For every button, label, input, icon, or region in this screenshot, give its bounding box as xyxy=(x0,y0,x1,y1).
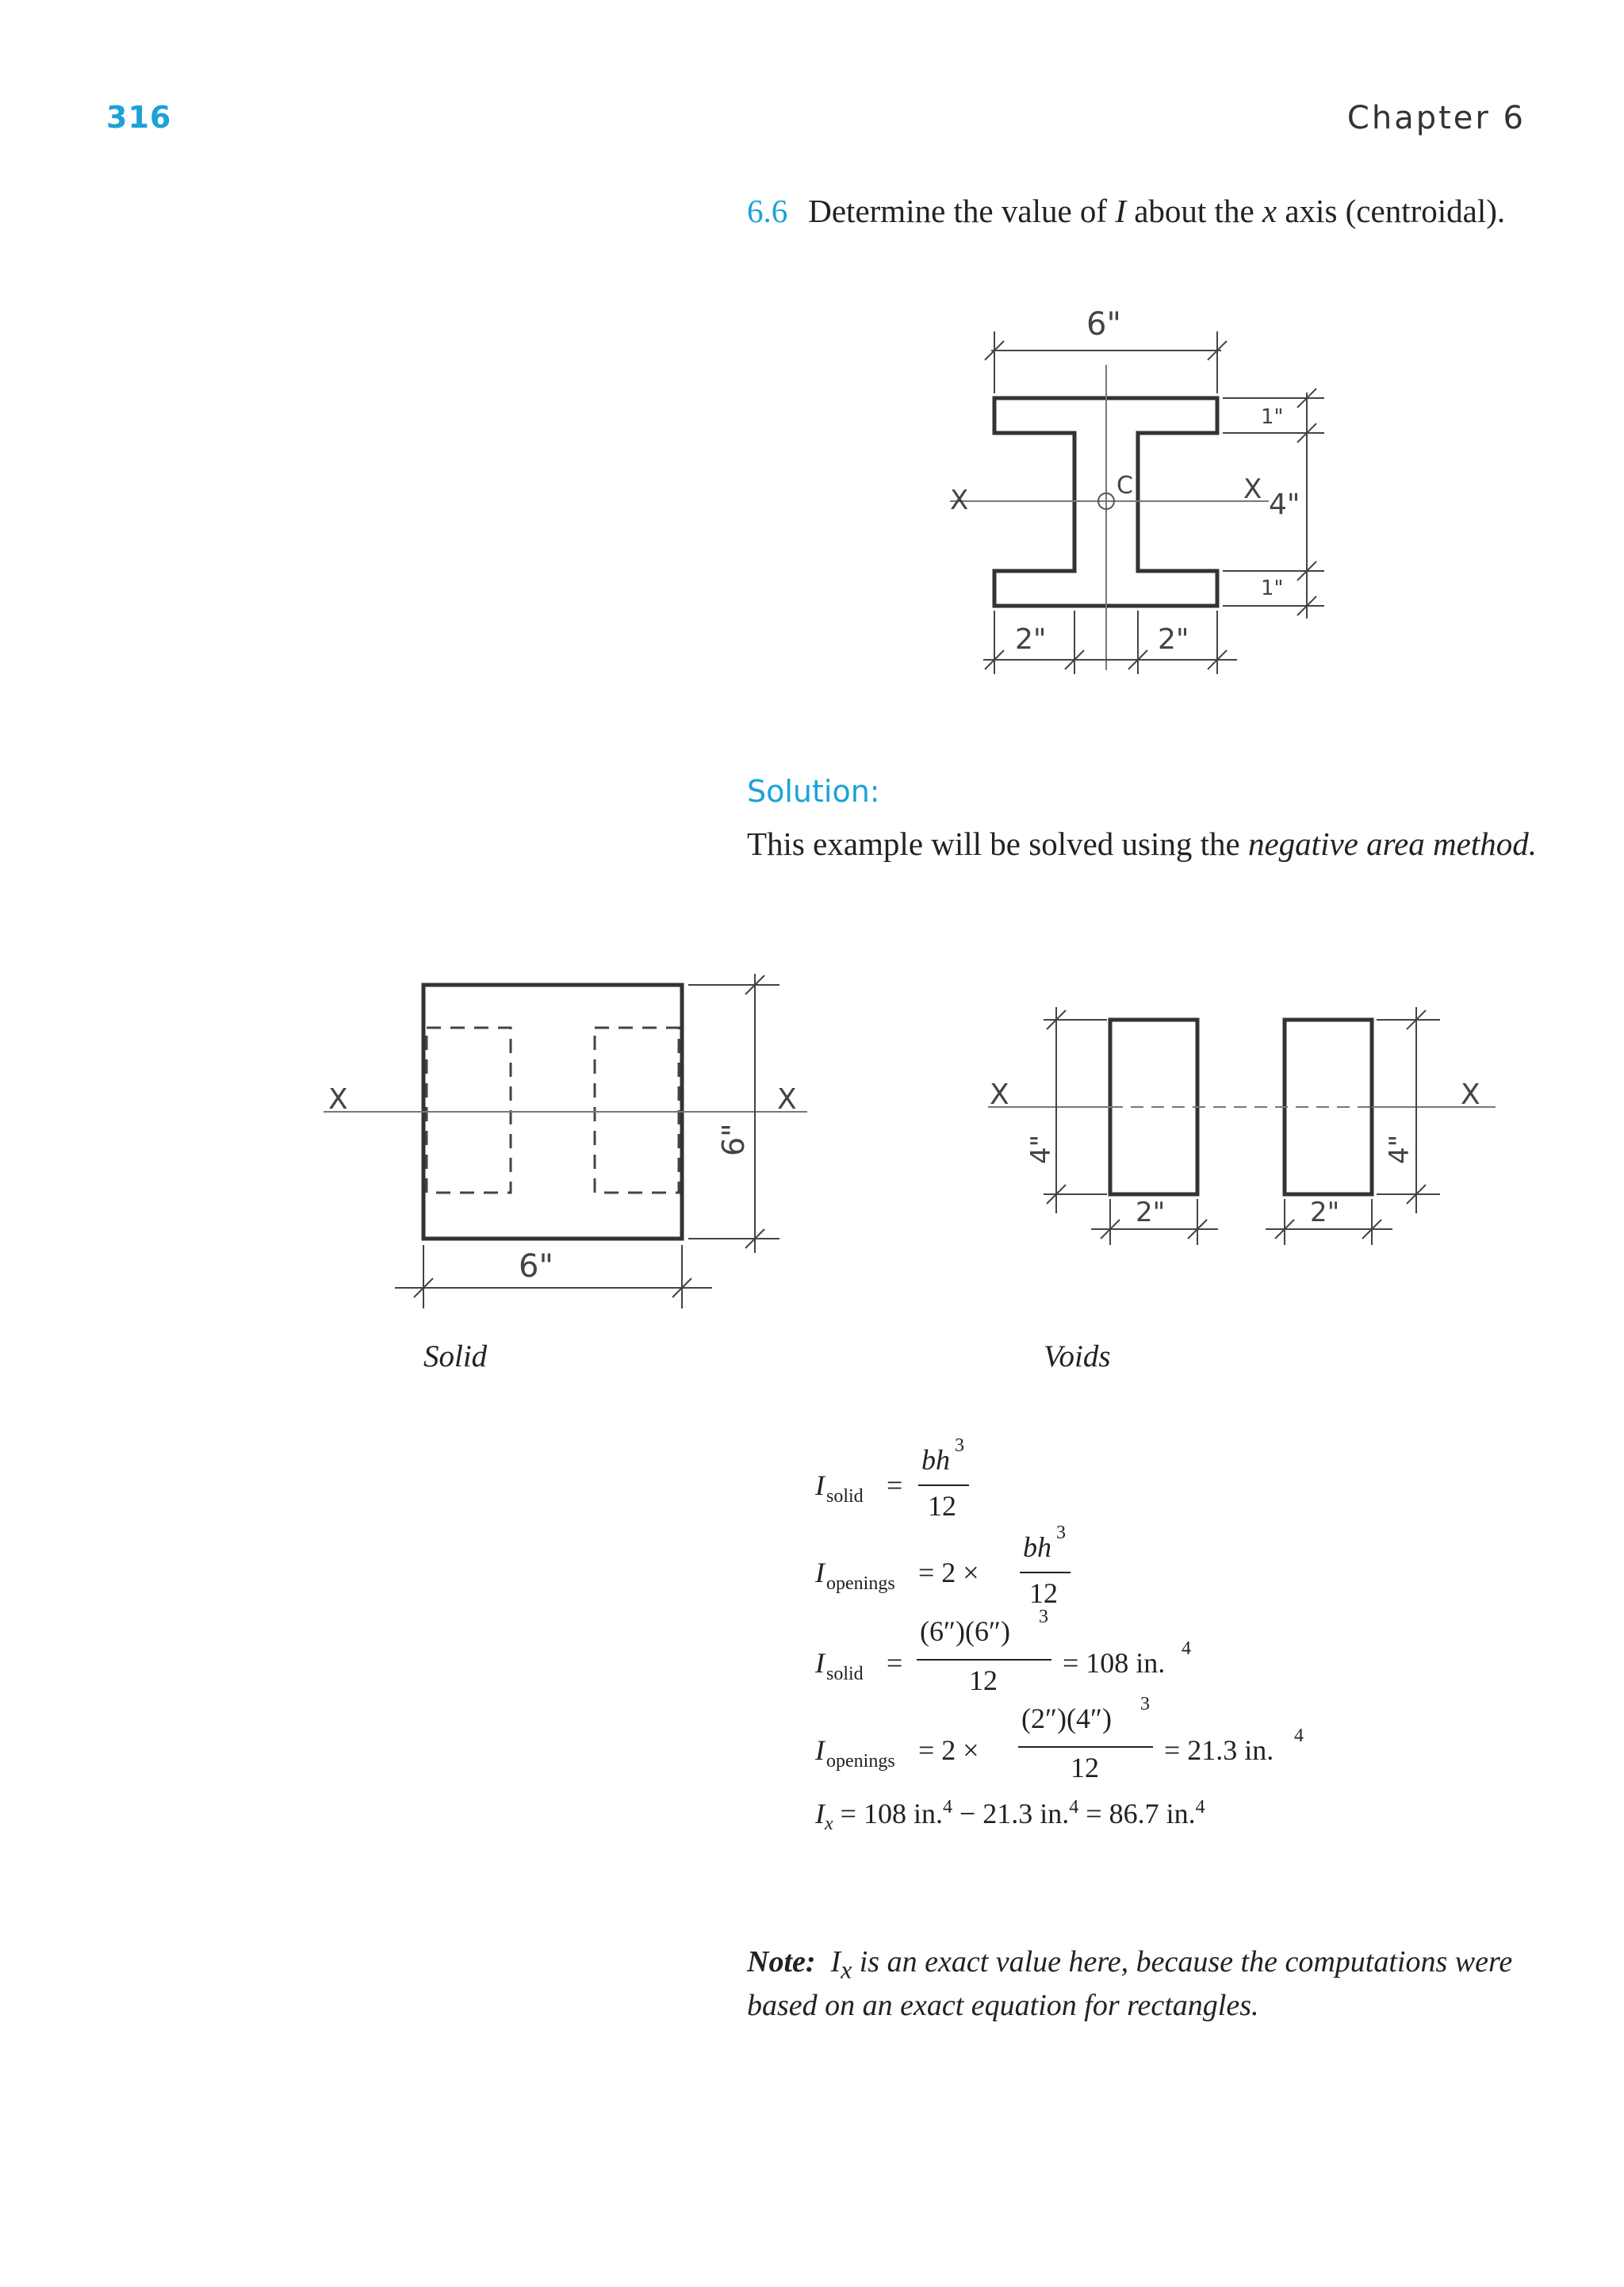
solid-height-dimension-label: 6" xyxy=(716,1123,751,1156)
problem-number: 6.6 xyxy=(747,193,788,229)
voids-figure xyxy=(980,991,1503,1277)
solution-heading: Solution: xyxy=(747,774,880,809)
left-void-height-dimension-label: 4" xyxy=(1025,1134,1057,1164)
solution-method: negative area method. xyxy=(1247,826,1537,862)
eq4-denominator: 12 xyxy=(1071,1752,1099,1783)
eq3-lhs: I xyxy=(815,1647,825,1679)
eq1-numerator: bh xyxy=(921,1444,950,1476)
flange-top-dimension-label: 1" xyxy=(1261,405,1284,429)
voids-caption: Voids xyxy=(1044,1339,1111,1373)
voids-x-axis-right-label: X xyxy=(1461,1078,1480,1111)
right-notch-dimension-label: 2" xyxy=(1158,623,1189,656)
eq2-numerator-exponent: 3 xyxy=(1056,1523,1066,1543)
equation-5 xyxy=(815,1797,1205,1835)
solid-x-axis-left-label: X xyxy=(328,1083,348,1116)
eq5-part3: = 86.7 in. xyxy=(1078,1798,1196,1829)
eq2-denominator: 12 xyxy=(1029,1577,1058,1609)
eq1-lhs: I xyxy=(815,1469,825,1501)
solid-x-axis-right-label: X xyxy=(777,1083,797,1116)
width-dimension-label: 6" xyxy=(1086,306,1121,343)
eq1-denominator: 12 xyxy=(928,1490,956,1522)
right-void-dashed xyxy=(595,1028,679,1193)
centroid-label: C xyxy=(1116,472,1133,500)
solid-width-dimension-label: 6" xyxy=(519,1248,553,1285)
eq2-subscript: openings xyxy=(826,1573,895,1594)
left-notch-dimension-label: 2" xyxy=(1015,623,1047,656)
eq2-equals: = 2 × xyxy=(918,1557,979,1588)
problem-text-pre: Determine the value of xyxy=(808,193,1116,229)
note-var: I xyxy=(830,1945,841,1979)
eq1-equals: = xyxy=(887,1469,903,1501)
eq4-numerator-exponent: 3 xyxy=(1140,1694,1150,1714)
right-void-height-dimension-label: 4" xyxy=(1384,1134,1415,1164)
eq5-exponent-2: 4 xyxy=(1069,1797,1079,1818)
eq2-lhs: I xyxy=(815,1557,825,1588)
eq1-subscript: solid xyxy=(826,1486,864,1507)
eq5-subscript: x xyxy=(825,1814,833,1835)
problem-statement xyxy=(747,192,1505,230)
eq3-numerator: (6″)(6″) xyxy=(920,1615,1010,1647)
left-void-dashed xyxy=(427,1028,511,1193)
eq4-equals: = 2 × xyxy=(918,1734,979,1766)
solid-caption: Solid xyxy=(423,1339,488,1373)
problem-text-post: axis (centroidal). xyxy=(1277,193,1506,229)
eq4-lhs: I xyxy=(815,1734,825,1766)
eq3-result: = 108 in. xyxy=(1063,1647,1166,1679)
eq3-equals: = xyxy=(887,1647,903,1679)
eq2-numerator: bh xyxy=(1023,1531,1051,1563)
eq1-numerator-exponent: 3 xyxy=(955,1435,964,1456)
right-void-width-dimension-label: 2" xyxy=(1310,1197,1340,1228)
note-var-subscript: x xyxy=(841,1956,852,1984)
eq5-part2: − 21.3 in. xyxy=(952,1798,1070,1829)
depth-dimension-label: 4" xyxy=(1269,488,1300,521)
problem-var-x: x xyxy=(1262,193,1277,229)
eq5-exponent-3: 4 xyxy=(1195,1797,1205,1818)
eq5-part1: = 108 in. xyxy=(840,1798,943,1829)
eq4-result-exponent: 4 xyxy=(1294,1726,1304,1746)
eq4-subscript: openings xyxy=(826,1751,895,1772)
solution-text-pre: This example will be solved using the xyxy=(747,826,1248,862)
solution-text xyxy=(747,825,1537,863)
eq3-result-exponent: 4 xyxy=(1182,1638,1191,1659)
problem-var-I: I xyxy=(1115,193,1126,229)
x-axis-left-label: X xyxy=(950,485,969,516)
note-text: is an exact value here, because the computations were based on an exact equation for rectangles. xyxy=(747,1945,1513,2022)
eq3-denominator: 12 xyxy=(969,1664,998,1696)
eq5-exponent-1: 4 xyxy=(942,1797,952,1818)
eq3-subscript: solid xyxy=(826,1664,864,1684)
page-number: 316 xyxy=(106,100,172,135)
solid-figure xyxy=(316,967,823,1316)
eq3-numerator-exponent: 3 xyxy=(1039,1607,1048,1627)
eq4-numerator: (2″)(4″) xyxy=(1021,1703,1112,1734)
section-figure xyxy=(936,293,1348,690)
note-label: Note: xyxy=(747,1945,816,1979)
note-paragraph xyxy=(747,1944,1548,2023)
eq5-lhs: I xyxy=(815,1798,825,1829)
x-axis-right-label: X xyxy=(1243,473,1262,505)
left-void-width-dimension-label: 2" xyxy=(1136,1197,1166,1228)
chapter-title: Chapter 6 xyxy=(1346,100,1526,136)
voids-x-axis-left-label: X xyxy=(990,1078,1009,1111)
eq4-result: = 21.3 in. xyxy=(1164,1734,1274,1766)
flange-bottom-dimension-label: 1" xyxy=(1261,577,1284,600)
problem-text-mid: about the xyxy=(1125,193,1262,229)
